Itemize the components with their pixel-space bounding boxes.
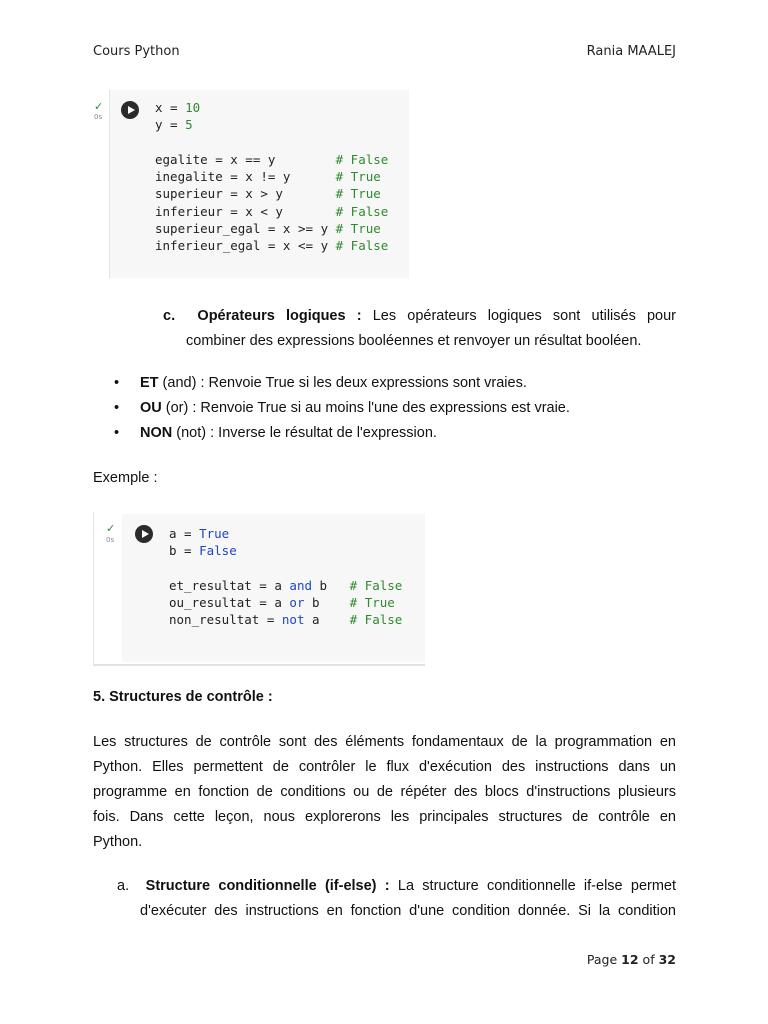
section-c-title: Opérateurs logiques : (197, 308, 362, 324)
section-a-line1 (117, 874, 676, 899)
code-line (155, 134, 388, 151)
section-c-line1 (163, 304, 676, 329)
cell2-exec-time: 0s (106, 536, 115, 544)
bullet-dot-icon: • (114, 400, 120, 416)
section-a-title: Structure conditionnelle (if-else) : (145, 878, 390, 894)
code-cell-logical[interactable] (93, 512, 425, 666)
code-line: b = False (169, 543, 237, 559)
bullet-dot-icon: • (114, 375, 120, 391)
section-c-marker: c. (163, 308, 176, 324)
code-line (169, 560, 402, 577)
bullet-dot-icon: • (114, 425, 120, 441)
cell2-status-check-icon: ✓ (106, 523, 116, 535)
run-cell-icon[interactable] (121, 101, 139, 119)
code-line: inferieur = x < y # False (155, 203, 389, 219)
section-5-heading: 5. Structures de contrôle : (93, 689, 273, 705)
code-line: x = 10 (155, 100, 201, 115)
code-cell-source[interactable] (169, 525, 402, 629)
exemple-label: Exemple : (93, 470, 158, 486)
header-course-title: Cours Python (93, 44, 180, 59)
cell1-status-check-icon: ✓ (94, 101, 104, 113)
section-c-line2: combiner des expressions booléennes et renvoyer un résultat booléen. (186, 333, 642, 349)
code-line: egalite = x == y # False (155, 151, 389, 167)
cell1-exec-time: 0s (94, 113, 103, 121)
code-line: ou_resultat = a or b # True (169, 595, 395, 611)
page-number: Page 12 of 32 (586, 952, 676, 967)
code-line: inferieur_egal = x <= y # False (155, 238, 389, 254)
code-line: et_resultat = a and b # False (169, 577, 403, 593)
code-line: superieur_egal = x >= y # True (155, 221, 381, 237)
section-a-desc: La structure conditionnelle if-else permet (397, 878, 677, 894)
list-item: NON (not) : Inverse le résultat de l'expression. (140, 425, 437, 441)
code-line: inegalite = x != y # True (155, 169, 381, 185)
code-line: a = True (169, 526, 230, 541)
code-cell-comparison[interactable] (109, 90, 409, 278)
intro-paragraph: Les structures de contrôle sont des éléments fondamentaux de la programmation en Python. Elles permettent de contrôler le flux d'exécution des instructions dans un programme en fonction de conditions ou de répéter des blocs d'instructions plusieurs fois. Dans cette leçon, nous explorerons les principales structures de contrôle en Python. (93, 734, 676, 850)
header-author: Rania MAALEJ (586, 44, 676, 59)
code-line: y = 5 (155, 117, 193, 133)
list-item: ET (and) : Renvoie True si les deux expressions sont vraies. (140, 375, 527, 391)
code-line: non_resultat = not a # False (169, 612, 403, 628)
code-line: superieur = x > y # True (155, 186, 381, 202)
list-item: OU (or) : Renvoie True si au moins l'une des expressions est vraie. (140, 400, 570, 416)
section-a-marker: a. (117, 878, 130, 894)
code-cell-source[interactable] (155, 99, 388, 255)
run-cell-icon[interactable] (135, 525, 153, 543)
section-a-line2: d'exécuter des instructions en fonction d'une condition donnée. Si la condition (140, 903, 676, 919)
section-c-desc: Les opérateurs logiques sont utilisés pour (372, 308, 677, 324)
